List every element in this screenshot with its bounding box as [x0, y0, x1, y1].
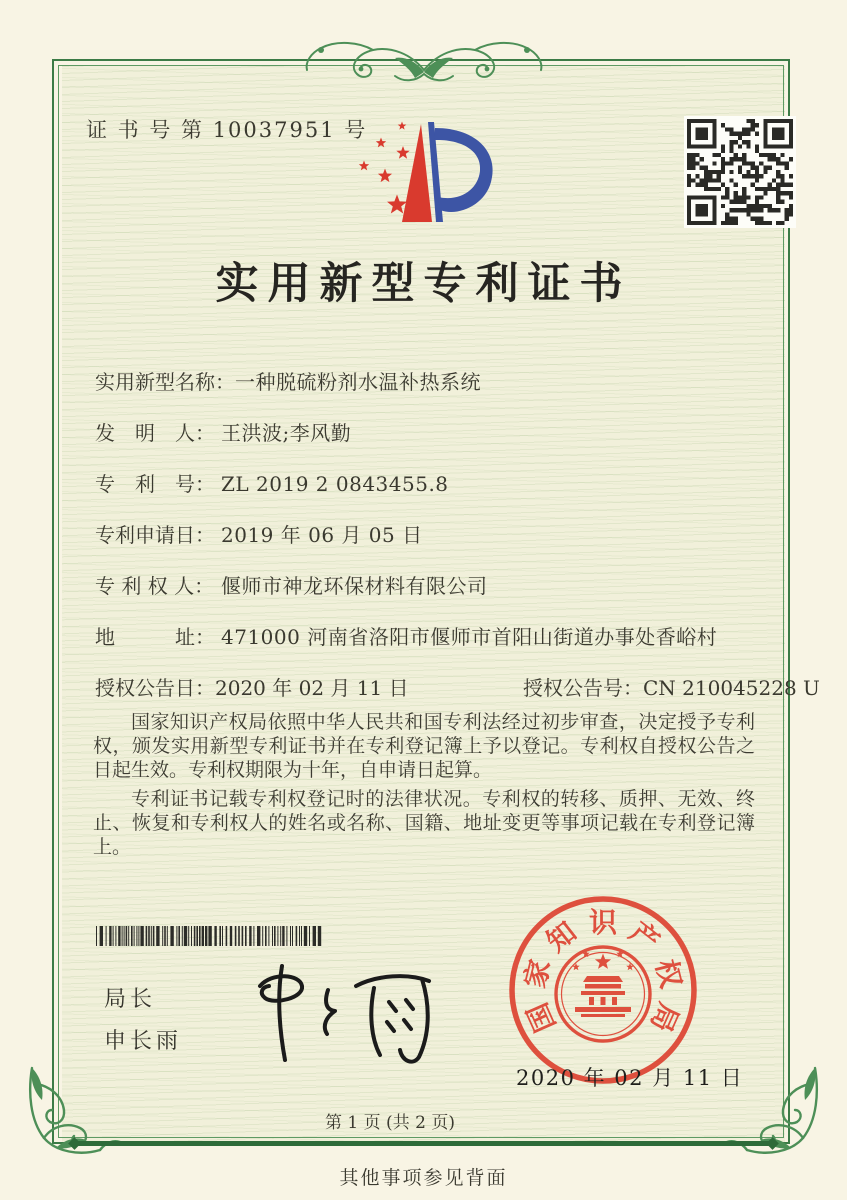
svg-text:国: 国 — [520, 997, 563, 1037]
seal-circular-text — [518, 906, 688, 1037]
svg-text:知: 知 — [540, 915, 583, 959]
field-label: 发 明 人： — [95, 421, 215, 445]
legal-text-block — [93, 711, 755, 866]
field-label: 实用新型名称： — [95, 370, 235, 394]
legal-paragraph-1: 国家知识产权局依照中华人民共和国专利法经过初步审查，决定授予专利权，颁发实用新型专利证书并在专利登记簿上予以登记。专利权自授权公告之日起生效。专利权期限为十年，自申请日起算。 — [93, 711, 755, 781]
back-side-note: 其他事项参见背面 — [339, 1167, 508, 1189]
barcode — [96, 926, 326, 946]
field-value: 一种脱硫粉剂水温补热系统 — [235, 370, 481, 394]
field-value: 偃师市神龙环保材料有限公司 — [221, 574, 488, 598]
certificate-title: 实用新型专利证书 — [215, 259, 632, 309]
logo-blue-bowl — [434, 128, 493, 212]
seal-date: 2020 年 02 月 11 日 — [516, 1066, 744, 1090]
field-row-grant — [95, 672, 820, 701]
field-label: 专利申请日： — [95, 523, 215, 547]
field-label: 专 利 号： — [95, 472, 215, 496]
svg-text:家: 家 — [518, 956, 557, 992]
certificate-number: 证 书 号 第 10037951 号 — [86, 118, 368, 142]
field-value: 471000 河南省洛阳市偃师市首阳山街道办事处香峪村 — [221, 625, 718, 649]
grant-date-value: 2020 年 02 月 11 日 — [215, 676, 409, 700]
cnipa-official-seal — [503, 890, 703, 1090]
field-label: 地 址： — [95, 625, 215, 649]
field-row-inventor — [95, 417, 351, 446]
qr-code — [684, 116, 796, 228]
field-row-patent-no — [95, 468, 449, 497]
svg-text:局: 局 — [643, 997, 686, 1037]
bottom-rule — [75, 1141, 772, 1146]
grant-no-value: CN 210045228 U — [643, 676, 820, 700]
grant-no-label: 授权公告号： — [523, 676, 643, 700]
field-row-filing-date — [95, 519, 423, 548]
top-scroll-ornament-icon — [299, 36, 549, 88]
field-row-patentee — [95, 570, 488, 599]
grant-date-label: 授权公告日： — [95, 676, 215, 700]
field-value: ZL 2019 2 0843455.8 — [221, 472, 449, 496]
page-number: 第 1 页 (共 2 页) — [325, 1113, 455, 1133]
director-signature-image — [222, 958, 447, 1070]
legal-paragraph-2: 专利证书记载专利权登记时的法律状况。专利权的转移、质押、无效、终止、恢复和专利权人的姓名或名称、国籍、地址变更等事项记载在专利登记簿上。 — [93, 788, 755, 858]
field-label: 专 利 权 人： — [95, 574, 215, 598]
logo-red-wedge — [402, 124, 432, 222]
cnipa-logo-icon — [336, 110, 506, 238]
director-name: 申长雨 — [104, 1029, 183, 1054]
field-row-address — [95, 621, 717, 650]
national-emblem-icon — [556, 947, 650, 1041]
svg-text:识: 识 — [588, 906, 618, 939]
svg-text:产: 产 — [623, 915, 666, 959]
field-value: 2019 年 06 月 05 日 — [221, 523, 423, 547]
director-title: 局长 — [104, 987, 157, 1012]
field-row-name — [95, 366, 481, 395]
logo-stars-icon — [359, 122, 410, 214]
svg-text:权: 权 — [649, 956, 688, 992]
field-value: 王洪波;李风勤 — [221, 421, 352, 445]
